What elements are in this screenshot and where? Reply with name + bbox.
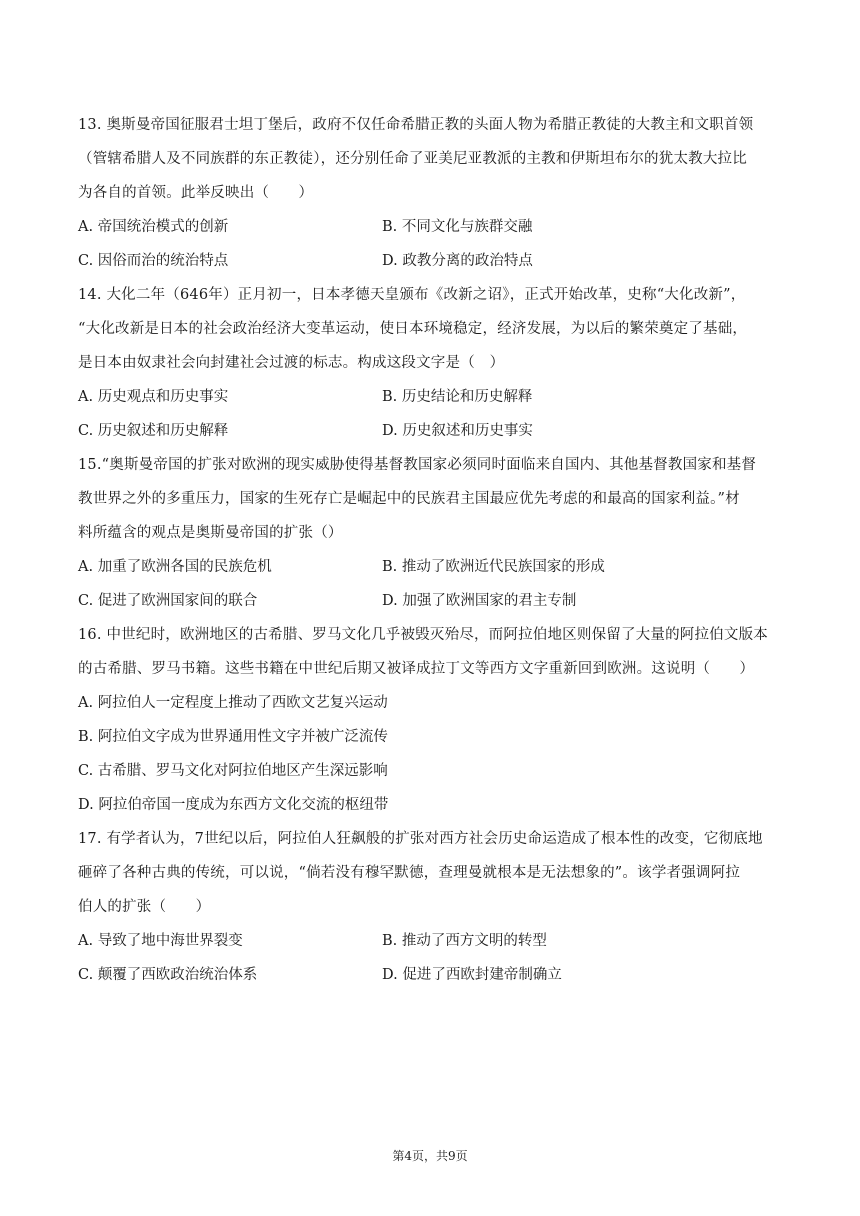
question-stem-line: 13. 奥斯曼帝国征服君士坦丁堡后，政府不仅任命希腊正教的头面人物为希腊正教徒的大教主和文职首领: [78, 117, 754, 133]
option-a: A. 帝国统治模式的创新: [78, 219, 229, 235]
option-c: C. 因俗而治的统治特点: [78, 253, 229, 269]
question-stem-line: “大化改新是日本的社会政治经济大变革运动，使日本环境稳定，经济发展，为以后的繁荣奠定了基础，: [78, 321, 748, 337]
question-stem-line: 是日本由奴隶社会向封建社会过渡的标志。构成这段文字是（ ）: [78, 355, 505, 371]
question-stem-line: 17. 有学者认为，7世纪以后，阿拉伯人狂飙般的扩张对西方社会历史命运造成了根本性的改变，它彻底地: [78, 831, 763, 847]
option-a: A. 导致了地中海世界裂变: [78, 933, 243, 949]
option-d: D. 阿拉伯帝国一度成为东西方文化交流的枢纽带: [78, 797, 389, 813]
question-stem-line: 教世界之外的多重压力，国家的生死存亡是崛起中的民族君主国最应优先考虑的和最高的国家利益。”材: [78, 491, 740, 507]
option-a: A. 历史观点和历史事实: [78, 389, 229, 405]
question-stem-line: 14. 大化二年（646年）正月初一，日本孝德天皇颁布《改新之诏》，正式开始改革，史称“大化改新”，: [78, 287, 746, 303]
option-list: [78, 924, 800, 992]
option-b: B. 不同文化与族群交融: [382, 219, 533, 235]
option-d: D. 加强了欧洲国家的君主专制: [382, 593, 577, 609]
option-c: C. 历史叙述和历史解释: [78, 423, 229, 439]
option-b: B. 推动了西方文明的转型: [382, 933, 547, 949]
question-stem-line: 伯人的扩张（ ）: [78, 899, 211, 915]
option-b: B. 历史结论和历史解释: [382, 389, 533, 405]
option-c: C. 促进了欧洲国家间的联合: [78, 593, 258, 609]
question-13: [78, 108, 800, 278]
option-b: B. 阿拉伯文字成为世界通用性文字并被广泛流传: [78, 729, 388, 745]
option-c: C. 古希腊、罗马文化对阿拉伯地区产生深远影响: [78, 763, 388, 779]
option-d: D. 历史叙述和历史事实: [382, 423, 533, 439]
question-stem-line: 16. 中世纪时，欧洲地区的古希腊、罗马文化几乎被毁灭殆尽，而阿拉伯地区则保留了大量的阿拉伯文版本: [78, 627, 768, 643]
exam-page: [78, 108, 800, 992]
question-stem-line: 的古希腊、罗马书籍。这些书籍在中世纪后期又被译成拉丁文等西方文字重新回到欧洲。这说明（ ）: [78, 661, 755, 677]
option-c: C. 颠覆了西欧政治统治体系: [78, 967, 258, 983]
question-stem-line: （管辖希腊人及不同族群的东正教徒），还分别任命了亚美尼亚教派的主教和伊斯坦布尔的犹太教大拉比: [78, 151, 747, 167]
option-list: [78, 550, 800, 618]
option-list: [78, 686, 800, 822]
option-d: D. 促进了西欧封建帝制确立: [382, 967, 562, 983]
question-15: [78, 448, 800, 618]
option-a: A. 加重了欧洲各国的民族危机: [78, 559, 272, 575]
option-d: D. 政教分离的政治特点: [382, 253, 533, 269]
question-stem-line: 砸碎了各种古典的传统，可以说，“倘若没有穆罕默德，查理曼就根本是无法想象的”。该学者强调阿拉: [78, 865, 741, 881]
option-b: B. 推动了欧洲近代民族国家的形成: [382, 559, 605, 575]
question-16: [78, 618, 800, 822]
question-stem-line: 为各自的首领。此举反映出（ ）: [78, 185, 314, 201]
option-list: [78, 210, 800, 278]
question-stem-line: 料所蕴含的观点是奥斯曼帝国的扩张（）: [78, 525, 343, 541]
question-stem-line: 15.“奥斯曼帝国的扩张对欧洲的现实威胁使得基督教国家必须同时面临来自国内、其他基督教国家和基督: [78, 457, 757, 473]
option-list: [78, 380, 800, 448]
question-17: [78, 822, 800, 992]
option-a: A. 阿拉伯人一定程度上推动了西欧文艺复兴运动: [78, 695, 388, 711]
page-number-footer: 第4页，共9页: [392, 1149, 468, 1163]
question-14: [78, 278, 800, 448]
